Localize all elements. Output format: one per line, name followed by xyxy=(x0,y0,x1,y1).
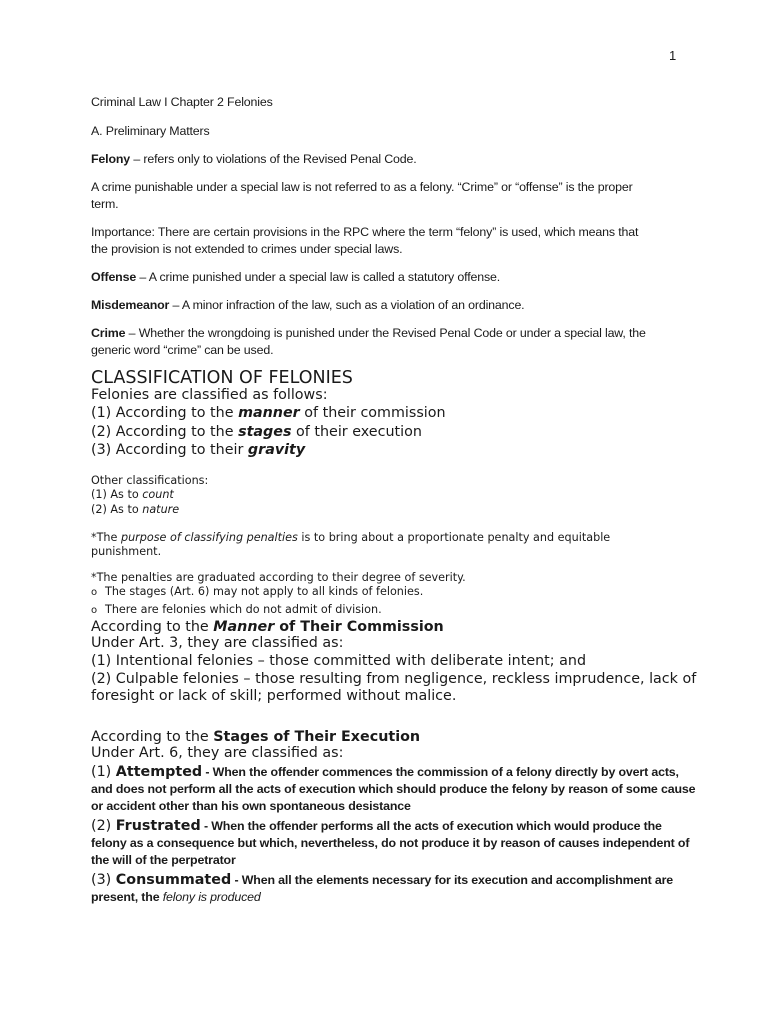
classification-item-3-prefix: (3) According to their xyxy=(91,442,248,458)
manner-item-1: (1) Intentional felonies – those committed with deliberate intent; and xyxy=(91,653,587,669)
felony-def-text: – refers only to violations of the Revised Penal Code. xyxy=(130,152,417,166)
attempted-number: (1) xyxy=(91,764,116,780)
offense-def-text: – A crime punished under a special law is called a statutory offense. xyxy=(136,270,501,284)
crime-definition-line-1 xyxy=(91,326,646,340)
other-item-2-prefix: (2) As to xyxy=(91,503,143,516)
purpose-line-2: punishment. xyxy=(91,545,162,558)
bullet-item-1 xyxy=(91,585,423,598)
bullet-item-2-text: There are felonies which do not admit of division. xyxy=(105,603,382,616)
graduated-note: *The penalties are graduated according to their degree of severity. xyxy=(91,571,466,584)
purpose-suffix: is to bring about a proportionate penalty and equitable xyxy=(297,531,611,544)
manner-heading-prefix: According to the xyxy=(91,619,214,635)
attempted-def-1: - When the offender commences the commission of a felony directly by overt acts, xyxy=(202,765,679,779)
other-item-1 xyxy=(91,488,174,501)
consummated-line-1 xyxy=(91,871,673,889)
manner-item-2-line-2: foresight or lack of skill; performed without malice. xyxy=(91,688,457,704)
classification-item-1-prefix: (1) According to the xyxy=(91,405,239,421)
bullet-item-1-text: The stages (Art. 6) may not apply to all kinds of felonies. xyxy=(105,585,424,598)
other-classifications-title: Other classifications: xyxy=(91,474,209,487)
section-a-heading: A. Preliminary Matters xyxy=(91,124,210,138)
classification-item-3 xyxy=(91,442,305,458)
purpose-prefix: *The xyxy=(91,531,121,544)
consummated-line-2 xyxy=(91,890,261,904)
felony-definition xyxy=(91,152,417,166)
frustrated-def-1: - When the offender performs all the acts of execution which would produce the xyxy=(200,819,662,833)
frustrated-line-1 xyxy=(91,817,662,835)
felony-term: Felony xyxy=(91,152,131,166)
stages-heading xyxy=(91,729,420,745)
consummated-number: (3) xyxy=(91,872,116,888)
special-law-line-2: term. xyxy=(91,197,119,211)
crime-term: Crime xyxy=(91,326,126,340)
bullet-circle-icon: o xyxy=(91,605,98,616)
consummated-def-1: - When all the elements necessary for its execution and accomplishment are xyxy=(231,873,674,887)
other-item-1-emph: count xyxy=(142,488,174,501)
manner-intro: Under Art. 3, they are classified as: xyxy=(91,635,344,651)
manner-heading-suffix: of Their Commission xyxy=(274,619,444,635)
classification-item-2-suffix: of their execution xyxy=(291,424,422,440)
classification-heading: CLASSIFICATION OF FELONIES xyxy=(91,368,353,388)
consummated-term: Consummated xyxy=(115,872,232,888)
other-item-2-emph: nature xyxy=(142,503,180,516)
attempted-term: Attempted xyxy=(115,764,203,780)
document-title: Criminal Law I Chapter 2 Felonies xyxy=(91,95,273,109)
classification-item-2-prefix: (2) According to the xyxy=(91,424,239,440)
page-number: 1 xyxy=(669,48,677,63)
bullet-item-2 xyxy=(91,603,382,616)
classification-item-2 xyxy=(91,424,422,440)
misdemeanor-definition xyxy=(91,298,524,312)
frustrated-line-2: felony as a consequence but which, nevertheless, do not produce it by reason of causes independent of xyxy=(91,836,690,850)
other-item-2 xyxy=(91,503,179,516)
frustrated-number: (2) xyxy=(91,818,116,834)
special-law-line-1: A crime punishable under a special law is not referred to as a felony. “Crime” or “offense” is the proper xyxy=(91,180,633,194)
crime-def-text: – Whether the wrongdoing is punished under the Revised Penal Code or under a special law, the xyxy=(125,326,646,340)
classification-intro: Felonies are classified as follows: xyxy=(91,387,328,403)
manner-item-2-line-1: (2) Culpable felonies – those resulting from negligence, reckless imprudence, lack of xyxy=(91,671,697,687)
consummated-line-2-prefix: present, the xyxy=(91,890,163,904)
consummated-line-2-emph: felony is produced xyxy=(162,890,261,904)
classification-item-1 xyxy=(91,405,446,421)
attempted-line-1 xyxy=(91,763,679,781)
misdemeanor-def-text: – A minor infraction of the law, such as a violation of an ordinance. xyxy=(169,298,525,312)
stages-heading-prefix: According to the xyxy=(91,729,214,745)
purpose-line-1 xyxy=(91,531,610,544)
manner-heading-emph: Manner xyxy=(213,619,275,635)
other-item-1-prefix: (1) As to xyxy=(91,488,143,501)
stages-intro: Under Art. 6, they are classified as: xyxy=(91,745,344,761)
bullet-circle-icon: o xyxy=(91,587,98,598)
purpose-emph: purpose of classifying penalties xyxy=(120,531,298,544)
classification-item-3-emph: gravity xyxy=(247,442,306,458)
offense-term: Offense xyxy=(91,270,137,284)
classification-item-1-suffix: of their commission xyxy=(299,405,446,421)
frustrated-line-3: the will of the perpetrator xyxy=(91,853,236,867)
attempted-line-3: or accident other than his own spontaneous desistance xyxy=(91,799,411,813)
classification-item-2-emph: stages xyxy=(238,424,292,440)
misdemeanor-term: Misdemeanor xyxy=(91,298,170,312)
frustrated-term: Frustrated xyxy=(115,818,201,834)
attempted-line-2: and does not perform all the acts of execution which should produce the felony by reason of some cause xyxy=(91,782,696,796)
classification-item-1-emph: manner xyxy=(238,405,300,421)
stages-heading-emph: Stages of Their Execution xyxy=(213,729,421,745)
manner-heading xyxy=(91,619,444,635)
crime-definition-line-2: generic word “crime” can be used. xyxy=(91,343,274,357)
offense-definition xyxy=(91,270,500,284)
importance-line-2: the provision is not extended to crimes under special laws. xyxy=(91,242,403,256)
importance-line-1: Importance: There are certain provisions in the RPC where the term “felony” is used, which means that xyxy=(91,225,639,239)
